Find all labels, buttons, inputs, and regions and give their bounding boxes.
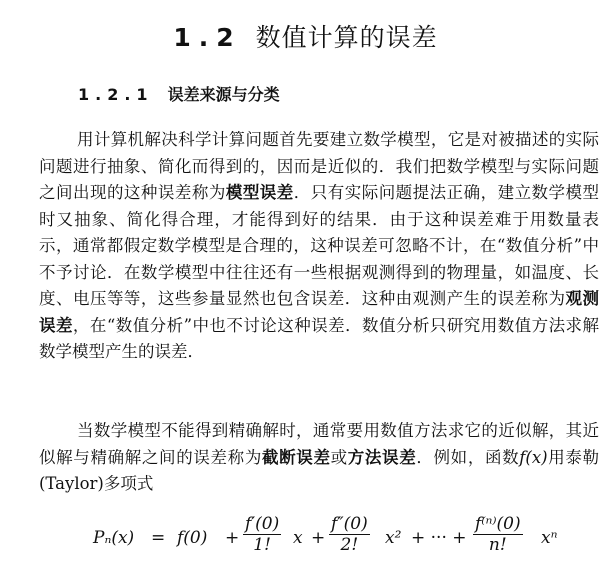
- paragraph-2-part-1: 当数学模型不能得到精确解时，通常要用数值方法求它的近似解，其近似解与精确解之间的误差称为: [39, 421, 599, 467]
- paragraph-1: [39, 127, 599, 366]
- formula-termn-numerator: f⁽ⁿ⁾(0): [475, 514, 521, 534]
- formula-term1-var: x: [293, 528, 303, 548]
- paragraph-2-part-2: ．例如，函数: [416, 447, 520, 467]
- formula-plus-1: +: [225, 528, 240, 548]
- formula-termn-var: xⁿ: [541, 528, 558, 548]
- subsection-heading: [78, 84, 280, 106]
- term-observation-error: 观测误差: [39, 289, 599, 335]
- taylor-formula: [93, 512, 573, 564]
- formula-term1-numerator: f′(0): [245, 514, 280, 534]
- subsection-number: 1.2.1: [78, 85, 154, 104]
- paragraph-1-part-3: ，在“数值分析”中也不讨论这种误差．数值分析只研究用数值方法求解数学模型产生的误差．: [39, 315, 600, 361]
- term-model-error: 模型误差: [225, 183, 294, 202]
- term-truncation-error: 截断误差: [261, 447, 331, 467]
- paragraph-1-part-1: 用计算机解决科学计算问题首先要建立数学模型，它是对被描述的实际问题进行抽象、简化而得到的，因而是近似的．我们把数学模型与实际问题之间出现的这种误差称为: [39, 130, 599, 202]
- formula-ellipsis: + ··· +: [411, 528, 467, 548]
- subsection-title-text: 误差来源与分类: [167, 85, 280, 104]
- term-method-error: 方法误差: [347, 447, 417, 467]
- paragraph-2-part-3: 用泰勒(Taylor)多项式: [39, 447, 600, 493]
- formula-term2-numerator: f″(0): [331, 514, 368, 534]
- formula-equals: =: [151, 528, 166, 548]
- formula-lhs: Pₙ(x): [93, 528, 135, 548]
- section-number: 1.2: [173, 23, 242, 52]
- formula-termn-denominator: n!: [488, 535, 507, 555]
- formula-term1-fraction: [243, 514, 281, 555]
- formula-f0: f(0): [177, 528, 208, 548]
- formula-term2-fraction: [329, 514, 370, 555]
- section-title-text: 数值计算的误差: [255, 23, 438, 52]
- paragraph-2: [39, 418, 599, 498]
- paragraph-1-part-2: ．只有实际问题提法正确，建立数学模型时又抽象、简化得合理，才能得到好的结果．由于这种误差难于用数量表示，通常都假定数学模型是合理的，这种误差可忽略不计，在“数值分析”中不予讨论．在数学模型中往往还有一些根据观测得到的物理量，如温度、长度、电压等等，这些参量显然也包含误差．这种由观测产生的误差称为: [39, 183, 599, 308]
- function-fx: f(x): [519, 447, 548, 467]
- formula-termn-fraction: [473, 514, 523, 555]
- formula-term1-denominator: 1!: [253, 535, 271, 555]
- formula-term2-denominator: 2!: [340, 535, 359, 555]
- section-heading: [0, 22, 611, 54]
- formula-plus-2: +: [311, 528, 326, 548]
- paragraph-2-connector: 或: [330, 447, 348, 467]
- formula-term2-var: x²: [385, 528, 402, 548]
